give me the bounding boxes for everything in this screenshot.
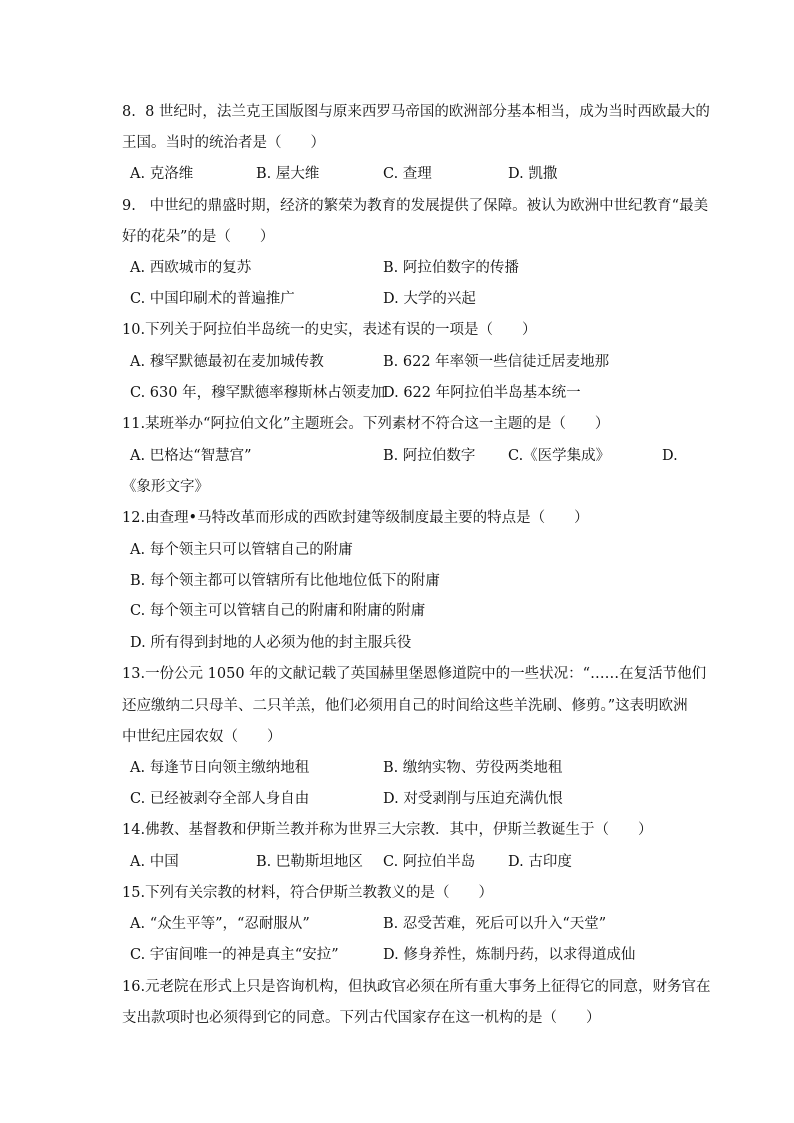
question-16-stem-line-1: 16.元老院在形式上只是咨询机构，但执政官必须在所有重大事务上征得它的同意，财务官在: [122, 979, 711, 995]
question-8-option-b: B. 屋大维: [256, 166, 320, 182]
question-9-option-b: B. 阿拉伯数字的传播: [383, 260, 519, 276]
question-14-stem-line-1: 14.佛教、基督教和伊斯兰教并称为世界三大宗教．其中，伊斯兰教诞生于（ ）: [122, 822, 653, 838]
question-11-stem-line-1: 11.某班举办“阿拉伯文化”主题班会。下列素材不符合这一主题的是（ ）: [122, 416, 610, 432]
question-12-option-c: C. 每个领主可以管辖自己的附庸和附庸的附庸: [130, 603, 426, 619]
question-11-option-b: B. 阿拉伯数字: [383, 448, 476, 464]
question-9-stem-line-2: 好的花朵”的是（ ）: [122, 229, 275, 245]
question-11-option-c: C.《医学集成》: [508, 448, 611, 464]
question-10-option-a: A. 穆罕默德最初在麦加城传教: [130, 354, 324, 370]
question-8-option-c: C. 查理: [383, 166, 432, 182]
question-16-number: 16.: [122, 979, 146, 995]
question-8-stem-line-2: 王国。当时的统治者是（ ）: [122, 135, 325, 151]
question-12-number: 12.: [122, 510, 146, 526]
question-13-stem-line-3: 中世纪庄园农奴（ ）: [122, 729, 282, 745]
question-10-option-d: D. 622 年阿拉伯半岛基本统一: [383, 385, 581, 401]
question-15-option-c: C. 宇宙间唯一的神是真主“安拉”: [130, 947, 339, 963]
question-11-option-d-text: 《象形文字》: [122, 479, 209, 495]
question-14-option-c: C. 阿拉伯半岛: [383, 854, 476, 870]
question-8-option-a: A. 克洛维: [130, 166, 194, 182]
question-9-option-a: A. 西欧城市的复苏: [130, 260, 252, 276]
question-15-option-b: B. 忍受苦难，死后可以升入“天堂”: [383, 916, 607, 932]
question-10-number: 10.: [122, 322, 146, 338]
question-15-option-d: D. 修身养性，炼制丹药，以求得道成仙: [383, 947, 636, 963]
question-13-stem-line-1: 13.一份公元 1050 年的文献记载了英国赫里堡恩修道院中的一些状况：“……在复活节他们: [122, 666, 707, 682]
question-11-option-a: A. 巴格达“智慧宫”: [130, 448, 252, 464]
question-9-number: 9.: [122, 198, 136, 214]
question-12-option-a: A. 每个领主只可以管辖自己的附庸: [130, 542, 353, 558]
question-9-option-d: D. 大学的兴起: [383, 291, 476, 307]
question-9-option-c: C. 中国印刷术的普遍推广: [130, 291, 295, 307]
question-12-option-d: D. 所有得到封地的人必须为他的封主服兵役: [130, 635, 412, 651]
question-14-number: 14.: [122, 822, 146, 838]
question-13-option-d: D. 对受剥削与压迫充满仇恨: [383, 791, 563, 807]
question-15-stem-line-1: 15.下列有关宗教的材料，符合伊斯兰教教义的是（ ）: [122, 885, 494, 901]
question-13-option-a: A. 每逢节日向领主缴纳地租: [130, 760, 310, 776]
question-10-option-b: B. 622 年率领一些信徒迁居麦地那: [383, 354, 610, 370]
question-14-option-b: B. 巴勒斯坦地区: [256, 854, 363, 870]
question-11-number: 11.: [122, 416, 146, 432]
question-12-stem-line-1: 12.由查理•马特改革而形成的西欧封建等级制度最主要的特点是（ ）: [122, 510, 589, 526]
question-12-option-b: B. 每个领主都可以管辖所有比他地位低下的附庸: [130, 573, 440, 589]
question-8-stem-line-1: 8. 8 世纪时，法兰克王国版图与原来西罗马帝国的欧洲部分基本相当，成为当时西欧最大的: [122, 104, 710, 120]
question-15-number: 15.: [122, 885, 146, 901]
question-10-option-c: C. 630 年，穆罕默德率穆斯林占领麦加: [130, 385, 386, 401]
question-13-option-c: C. 已经被剥夺全部人身自由: [130, 791, 310, 807]
question-10-stem-line-1: 10.下列关于阿拉伯半岛统一的史实，表述有误的一项是（ ）: [122, 322, 537, 338]
question-15-option-a: A. “众生平等”，“忍耐服从”: [130, 916, 310, 932]
question-8-option-d: D. 凯撒: [508, 166, 558, 182]
question-16-stem-line-2: 支出款项时也必须得到它的同意。下列古代国家存在这一机构的是（ ）: [122, 1010, 601, 1026]
question-9-stem-line-1: 9. 中世纪的鼎盛时期，经济的繁荣为教育的发展提供了保障。被认为欧洲中世纪教育“最美: [122, 198, 709, 214]
question-11-option-d-label: D.: [662, 448, 678, 464]
question-13-stem-line-2: 还应缴纳二只母羊、二只羊羔，他们必须用自己的时间给这些羊洗刷、修剪。”这表明欧洲: [122, 698, 688, 714]
question-14-option-a: A. 中国: [130, 854, 179, 870]
question-13-number: 13.: [122, 666, 146, 682]
question-14-option-d: D. 古印度: [508, 854, 572, 870]
question-8-number: 8.: [122, 104, 136, 120]
question-13-option-b: B. 缴纳实物、劳役两类地租: [383, 760, 563, 776]
